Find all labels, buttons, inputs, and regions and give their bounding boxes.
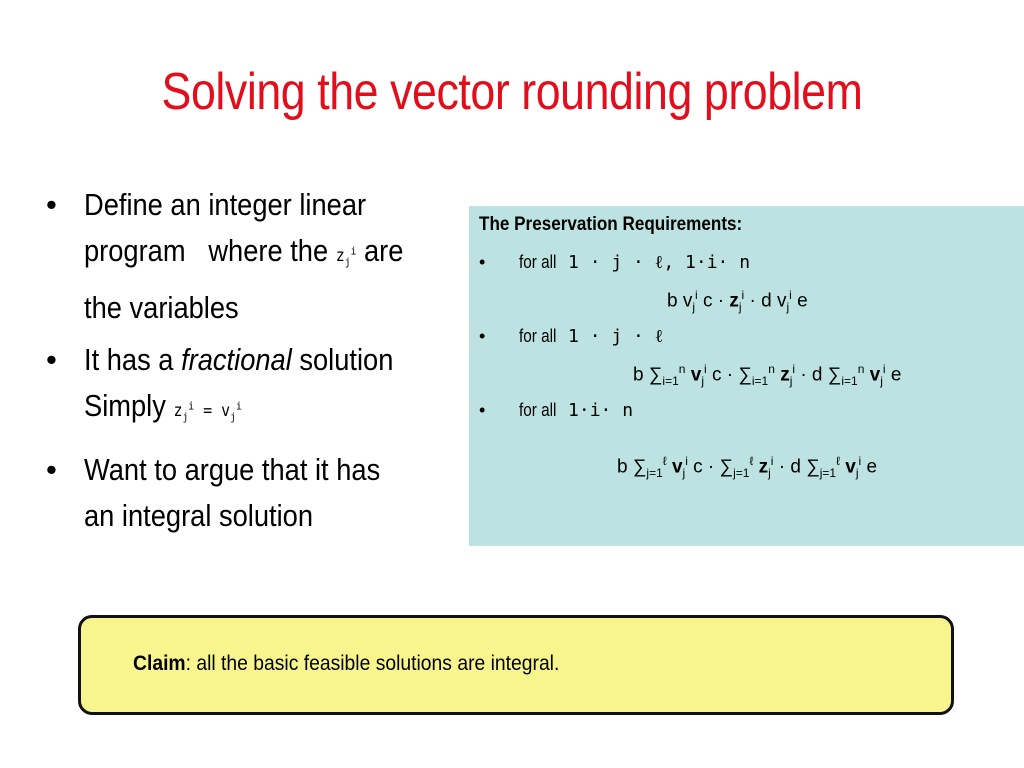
- bullet-text: Define an integer linear: [84, 187, 367, 222]
- requirement-2: • for all 1 · j · ℓ: [479, 326, 664, 347]
- italic-text: fractional: [181, 342, 292, 378]
- equation-2: b $\sum_{i=1}^n$ $v_j^i$ $c \cdot \sum_{i=1}^n$ $z_j^i \cdot d$ $\sum_{i=1}^n$ $v_j^i$ e: [633, 362, 902, 389]
- bullet-text: the variables: [84, 290, 239, 326]
- bullet-dot: •: [46, 451, 57, 487]
- requirement-3: • for all 1·i· n: [479, 400, 634, 421]
- claim-label: Claim: [133, 652, 186, 675]
- bullet-dot: •: [46, 342, 57, 378]
- preservation-requirements-box: [469, 206, 1024, 546]
- equation-3: b $\sum_{j=1}^\ell$ $v_j^i$ $c \cdot \sum_{j=1}^\ell$ $z_j^i \cdot d$ $\sum_{j=1}^\ell$ $v_j^i$ e: [617, 454, 878, 481]
- bullet-text: Simply: [84, 388, 166, 424]
- bullet-text: where the: [208, 233, 329, 268]
- bullet-text: are: [363, 233, 404, 268]
- bullet-text: Want to argue that it has: [84, 451, 381, 487]
- equation-z-equals-v: $z_j^i = v_j^i$: [173, 399, 242, 424]
- bullet-text: program: [84, 233, 186, 268]
- slide-title: Solving the vector rounding problem: [161, 63, 863, 121]
- bullet-item: [46, 182, 466, 331]
- requirement-1: • for all 1 · j · ℓ, 1·i· n: [479, 252, 751, 273]
- claim-text: Claim: all the basic feasible solutions are integral.: [133, 652, 560, 675]
- box-title: The Preservation Requirements:: [479, 214, 743, 235]
- bullet-text: an integral solution: [84, 497, 314, 533]
- bullet-dot: •: [46, 187, 57, 222]
- claim-box: [78, 615, 954, 715]
- bullet-item: [46, 337, 466, 440]
- bullet-item: [46, 447, 466, 539]
- variable-z: $z_j^i$: [335, 244, 357, 269]
- bullet-list: [46, 182, 466, 545]
- bullet-text: solution: [299, 342, 394, 378]
- bullet-text: It has a: [84, 342, 174, 378]
- equation-1: b $v_j^i$ $c \cdot z_j^i \cdot d$ $v_j^i$ e: [667, 288, 808, 315]
